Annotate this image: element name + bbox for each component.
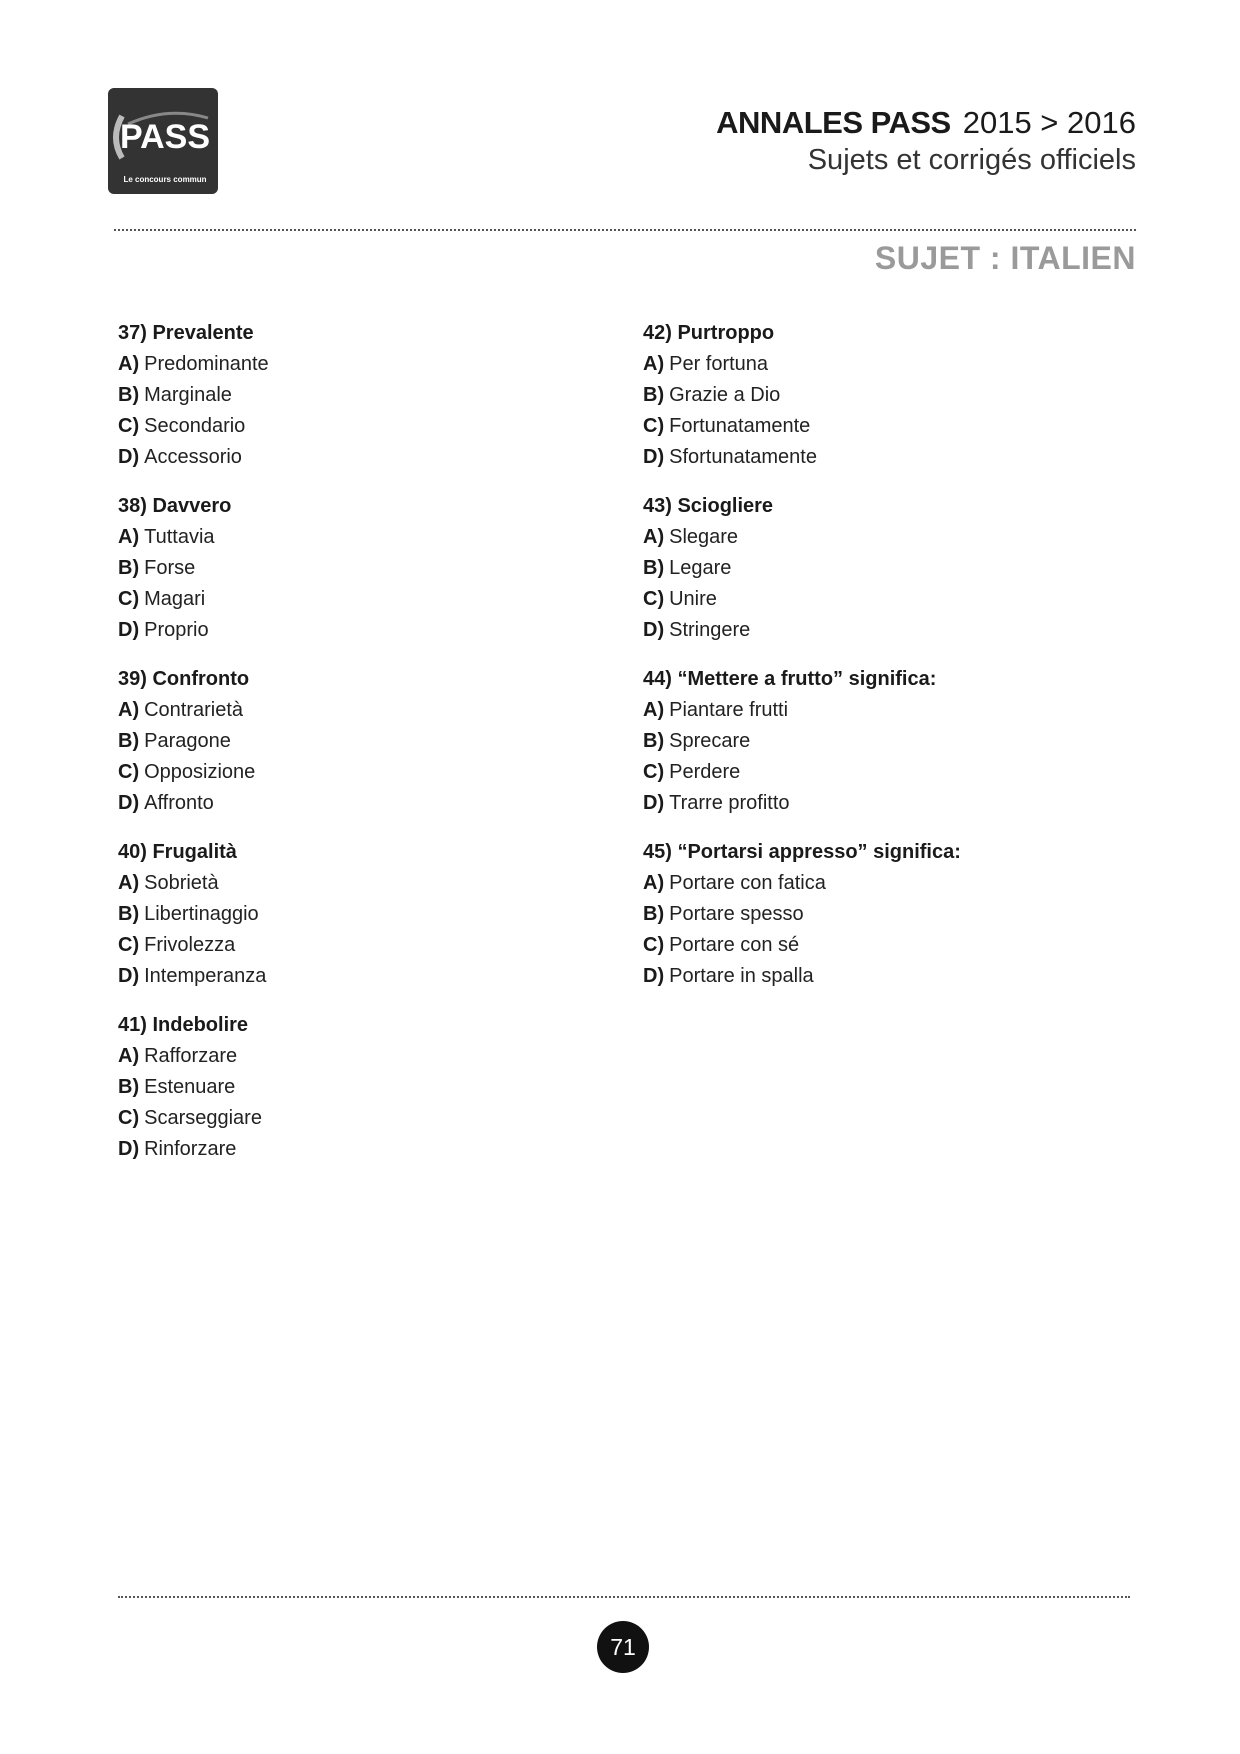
option-text: Tuttavia (144, 526, 215, 548)
option-letter: C) (118, 934, 140, 956)
answer-option (118, 1134, 598, 1165)
question-title: 42) Purtroppo (643, 322, 775, 344)
option-text: Predominante (144, 353, 269, 375)
option-text: Portare con fatica (669, 872, 826, 894)
option-text: Grazie a Dio (669, 384, 781, 406)
question-title: 39) Confronto (118, 668, 250, 690)
option-text: Affronto (144, 792, 214, 814)
answer-option (118, 349, 598, 380)
question-block (643, 491, 1123, 646)
answer-option (118, 961, 598, 992)
header-title (716, 104, 1136, 142)
question-block (118, 1010, 598, 1165)
option-text: Fortunatamente (669, 415, 811, 437)
option-letter: D) (118, 446, 140, 468)
question-title: 38) Davvero (118, 495, 232, 517)
option-text: Stringere (669, 619, 751, 641)
option-text: Sobrietà (144, 872, 219, 894)
answer-option (118, 522, 598, 553)
question-title: 45) “Portarsi appresso” significa: (643, 841, 961, 863)
answer-option (118, 930, 598, 961)
answer-option (643, 695, 1123, 726)
answer-option (643, 380, 1123, 411)
answer-option (118, 1103, 598, 1134)
option-letter: B) (643, 903, 665, 925)
header-years: 2015 > 2016 (962, 105, 1136, 140)
answer-option (118, 1072, 598, 1103)
option-text: Forse (144, 557, 196, 579)
option-text: Marginale (144, 384, 232, 406)
answer-option (118, 584, 598, 615)
option-text: Rafforzare (144, 1045, 238, 1067)
answer-option (643, 757, 1123, 788)
answer-option (118, 695, 598, 726)
answer-option (643, 726, 1123, 757)
option-letter: C) (118, 415, 140, 437)
answer-option (643, 930, 1123, 961)
option-text: Accessorio (144, 446, 242, 468)
answer-option (643, 788, 1123, 819)
option-text: Perdere (669, 761, 741, 783)
header-brand: ANNALES PASS (716, 105, 951, 140)
option-text: Paragone (144, 730, 231, 752)
option-letter: A) (118, 1045, 140, 1067)
question-title: 40) Frugalità (118, 841, 237, 863)
option-letter: B) (118, 730, 140, 752)
subject-title: SUJET : ITALIEN (874, 240, 1136, 276)
option-text: Sfortunatamente (669, 446, 817, 468)
option-text: Magari (144, 588, 206, 610)
option-letter: C) (643, 415, 665, 437)
questions-column-right (643, 318, 1123, 1010)
option-text: Piantare frutti (669, 699, 789, 721)
option-text: Per fortuna (669, 353, 769, 375)
answer-option (643, 615, 1123, 646)
option-text: Portare in spalla (669, 965, 814, 987)
question-title: 37) Prevalente (118, 322, 254, 344)
option-letter: C) (643, 588, 665, 610)
answer-option (118, 615, 598, 646)
option-letter: A) (643, 526, 665, 548)
option-letter: A) (643, 699, 665, 721)
logo-tagline: Le concours commun (123, 175, 207, 184)
option-text: Legare (669, 557, 732, 579)
option-letter: C) (118, 588, 140, 610)
answer-option (118, 1041, 598, 1072)
page-number: 71 (597, 1621, 649, 1673)
option-text: Secondario (144, 415, 246, 437)
option-letter: A) (118, 872, 140, 894)
answer-option (643, 442, 1123, 473)
option-letter: D) (643, 965, 665, 987)
option-text: Frivolezza (144, 934, 236, 956)
option-letter: B) (643, 384, 665, 406)
option-letter: D) (118, 1138, 140, 1160)
header-subtitle: Sujets et corrigés officiels (807, 144, 1136, 176)
answer-option (118, 553, 598, 584)
option-text: Portare con sé (669, 934, 800, 956)
option-text: Opposizione (144, 761, 256, 783)
question-block (643, 318, 1123, 473)
option-text: Libertinaggio (144, 903, 259, 925)
option-letter: D) (118, 792, 140, 814)
question-block (118, 318, 598, 473)
answer-option (118, 788, 598, 819)
bottom-divider (118, 1596, 1130, 1598)
question-title: 43) Sciogliere (643, 495, 774, 517)
answer-option (643, 899, 1123, 930)
questions-column-left (118, 318, 598, 1183)
answer-option (118, 380, 598, 411)
answer-option (118, 442, 598, 473)
option-letter: B) (118, 384, 140, 406)
option-text: Sprecare (669, 730, 751, 752)
question-block (643, 664, 1123, 819)
option-letter: D) (643, 792, 665, 814)
answer-option (118, 726, 598, 757)
option-text: Estenuare (144, 1076, 236, 1098)
question-block (118, 664, 598, 819)
question-title: 41) Indebolire (118, 1014, 249, 1036)
option-letter: B) (643, 557, 665, 579)
question-block (118, 491, 598, 646)
option-text: Trarre profitto (669, 792, 790, 814)
option-letter: C) (118, 1107, 140, 1129)
option-letter: C) (643, 761, 665, 783)
page-header (716, 104, 1136, 178)
option-text: Proprio (144, 619, 209, 641)
answer-option (118, 411, 598, 442)
option-letter: A) (643, 872, 665, 894)
option-letter: A) (118, 353, 140, 375)
question-block (118, 837, 598, 992)
answer-option (643, 349, 1123, 380)
answer-option (643, 522, 1123, 553)
option-text: Intemperanza (144, 965, 267, 987)
option-text: Contrarietà (144, 699, 244, 721)
answer-option (118, 868, 598, 899)
answer-option (643, 553, 1123, 584)
option-text: Rinforzare (144, 1138, 237, 1160)
option-letter: A) (118, 699, 140, 721)
option-letter: D) (118, 965, 140, 987)
option-letter: B) (643, 730, 665, 752)
answer-option (643, 868, 1123, 899)
answer-option (643, 411, 1123, 442)
option-letter: B) (118, 557, 140, 579)
answer-option (118, 899, 598, 930)
question-block (643, 837, 1123, 992)
option-letter: D) (643, 446, 665, 468)
option-letter: A) (118, 526, 140, 548)
option-text: Unire (669, 588, 717, 610)
option-letter: B) (118, 1076, 140, 1098)
answer-option (118, 757, 598, 788)
option-letter: D) (118, 619, 140, 641)
top-divider (114, 229, 1136, 231)
option-letter: A) (643, 353, 665, 375)
option-text: Slegare (669, 526, 739, 548)
option-letter: C) (643, 934, 665, 956)
option-letter: C) (118, 761, 140, 783)
logo-text: PASS (119, 118, 211, 156)
option-text: Portare spesso (669, 903, 804, 925)
option-letter: B) (118, 903, 140, 925)
option-text: Scarseggiare (144, 1107, 262, 1129)
pass-logo (108, 88, 218, 194)
answer-option (643, 584, 1123, 615)
option-letter: D) (643, 619, 665, 641)
question-title: 44) “Mettere a frutto” significa: (643, 668, 937, 690)
answer-option (643, 961, 1123, 992)
